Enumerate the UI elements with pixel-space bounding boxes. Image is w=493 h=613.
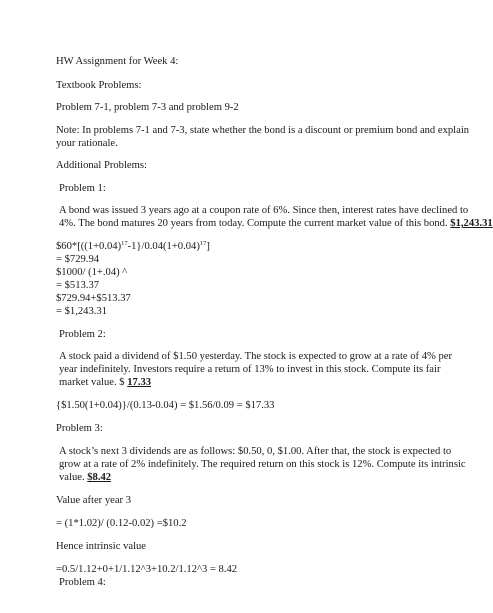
problem-1-calc-6: = $1,243.31: [56, 306, 107, 317]
note-line-1: Note: In problems 7-1 and 7-3, state whether the bond is a discount or premium bond and explain: [56, 125, 470, 136]
calc-1-exponent-1: 17: [121, 240, 128, 247]
problem-3-label-hence: Hence intrinsic value: [56, 541, 147, 552]
problem-1-answer: $1,243.31: [450, 218, 493, 229]
problem-1-question: 4%. The bond matures 20 years from today. Compute the current market value of this bond.: [59, 218, 448, 229]
problem-2-text-line-1: A stock paid a dividend of $1.50 yesterday. The stock is expected to grow at a rate of 4% per: [59, 351, 453, 362]
problem-1-text-line-1: A bond was issued 3 years ago at a coupon rate of 6%. Since then, interest rates have declined to: [59, 205, 469, 216]
problem-1-calc-5: $729.94+$513.37: [56, 293, 131, 304]
problem-3-title: Problem 3:: [56, 423, 103, 434]
calc-1-exponent-2: 17: [199, 240, 207, 247]
assignment-title: HW Assignment for Week 4:: [56, 56, 179, 67]
problem-2-question-end: market value. $: [59, 377, 128, 388]
problem-4-title: Problem 4:: [59, 577, 106, 588]
problem-3-calc-after: = (1*1.02)/ (0.12-0.02) =$10.2: [56, 518, 187, 529]
problem-3-label-after: Value after year 3: [56, 495, 131, 506]
problem-1-title: Problem 1:: [59, 183, 106, 194]
problem-3-question-end: value.: [59, 472, 88, 483]
additional-problems-heading: Additional Problems:: [56, 160, 147, 171]
calc-1-part-a: $60*[((1+0.04): [56, 241, 122, 252]
problem-3-answer: $8.42: [87, 472, 112, 483]
problem-2-answer: 17.33: [127, 377, 152, 388]
note-line-2: your rationale.: [56, 138, 118, 149]
textbook-problems-list: Problem 7-1, problem 7-3 and problem 9-2: [56, 102, 239, 113]
problem-1-calc-1: [56, 240, 210, 253]
problem-1-calc-2: = $729.94: [56, 254, 100, 265]
textbook-problems-heading: Textbook Problems:: [56, 80, 142, 91]
problem-1-text-line-2: [59, 217, 493, 230]
problem-2-text-line-2: year indefinitely. Investors require a return of 13% to invest in this stock. Compute its fair: [59, 364, 441, 375]
problem-3-text-line-1: A stock’s next 3 dividends are as follows: $0.50, 0, $1.00. After that, the stock is expected to: [59, 446, 452, 457]
calc-1-part-b: -1}/0.04(1+0.04): [127, 241, 200, 252]
problem-1-calc-4: = $513.37: [56, 280, 100, 291]
problem-3-text-line-3: [59, 471, 111, 484]
problem-2-title: Problem 2:: [59, 329, 106, 340]
problem-2-calc: {$1.50(1+0.04)}/(0.13-0.04) = $1.56/0.09 = $17.33: [56, 400, 275, 411]
problem-3-text-line-2: grow at a rate of 2% indefinitely. The required return on this stock is 12%. Compute its intrinsic: [59, 459, 466, 470]
problem-3-calc-hence: =0.5/1.12+0+1/1.12^3+10.2/1.12^3 = 8.42: [56, 564, 238, 575]
problem-2-text-line-3: [59, 376, 151, 389]
problem-1-calc-3: $1000/ (1+.04) ^: [56, 267, 128, 278]
calc-1-part-c: ]: [206, 241, 210, 252]
